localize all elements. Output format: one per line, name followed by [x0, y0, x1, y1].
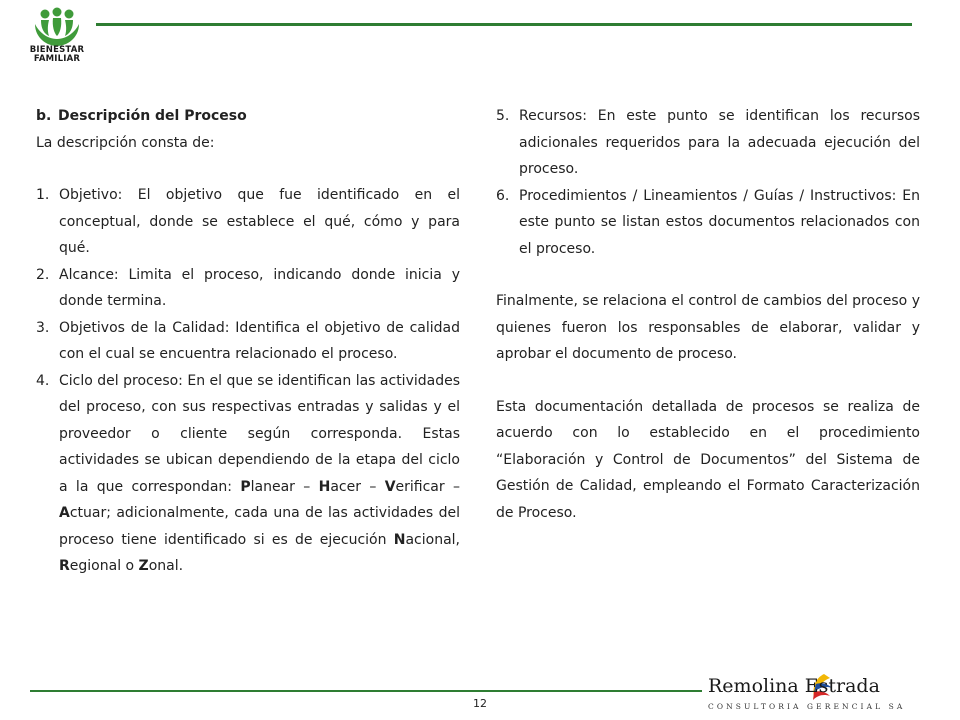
section-title: Descripción del Proceso — [58, 108, 247, 124]
list-item-procedimientos — [496, 183, 920, 263]
list-item-alcance — [36, 262, 460, 315]
family-hands-icon — [31, 6, 83, 46]
left-column — [36, 103, 460, 580]
list-text: Ciclo del proceso: En el que se identifican las actividades del proceso, con sus respectivas entradas y salidas y el proveedor o cliente según corresponda. Estas actividades se ubican dependiendo de la etapa del ciclo a la que correspondan: Planear – Hacer – Verificar – Actuar; adicionalmente, cada una de las actividades del proceso tiene identificado si es de ejecución Nacional, Regional o Zonal. — [59, 372, 461, 574]
right-column — [496, 103, 920, 526]
list-text: Procedimientos / Lineamientos / Guías / Instructivos: En este punto se listan estos documentos relacionados con el proceso. — [519, 187, 920, 257]
list-number: 5. — [496, 108, 510, 124]
bienestar-familiar-logo — [26, 6, 88, 76]
paragraph-documentacion: Esta documentación detallada de procesos se realiza de acuerdo con lo establecido en el procedimiento “Elaboración y Control de Documentos” del Sistema de Gestión de Calidad, empleando el Formato Caracterización de Proceso. — [496, 398, 920, 521]
list-item-recursos — [496, 103, 920, 183]
list-text: Alcance: Limita el proceso, indicando donde inicia y donde termina. — [59, 266, 460, 309]
footer-divider — [30, 690, 702, 692]
paragraph-control-cambios: Finalmente, se relaciona el control de cambios del proceso y quienes fueron los responsables de elaborar, validar y aprobar el documento de proceso. — [496, 293, 920, 362]
list-text: Objetivos de la Calidad: Identifica el objetivo de calidad con el cual se encuentra relacionado el proceso. — [59, 319, 460, 362]
list-item-objetivos-calidad — [36, 315, 460, 368]
remolina-estrada-logo — [704, 672, 920, 716]
list-number: 2. — [36, 266, 50, 283]
logo-line-1: BIENESTAR — [29, 45, 85, 55]
list-number: 1. — [36, 187, 50, 203]
list-item-ciclo — [36, 368, 460, 580]
list-item-objetivo — [36, 182, 460, 262]
list-text: Recursos: En este punto se identifican los recursos adicionales requeridos para la adecuada ejecución del proceso. — [519, 108, 920, 177]
list-text: Objetivo: El objetivo que fue identificado en el conceptual, donde se establece el qué, cómo y para qué. — [59, 187, 460, 256]
logo-line-2: FAMILIAR — [33, 54, 81, 64]
header-divider — [96, 23, 912, 26]
section-heading — [36, 103, 460, 130]
intro-text: La descripción consta de: — [36, 134, 215, 151]
section-marker: b. — [36, 108, 52, 124]
brand-name: Remolina Estrada — [708, 675, 880, 697]
list-number: 3. — [36, 319, 50, 336]
brand-tagline: CONSULTORIA GERENCIAL SA — [708, 702, 906, 711]
list-number: 6. — [496, 187, 510, 204]
list-number: 4. — [36, 372, 50, 389]
page-number: 12 — [473, 697, 487, 710]
